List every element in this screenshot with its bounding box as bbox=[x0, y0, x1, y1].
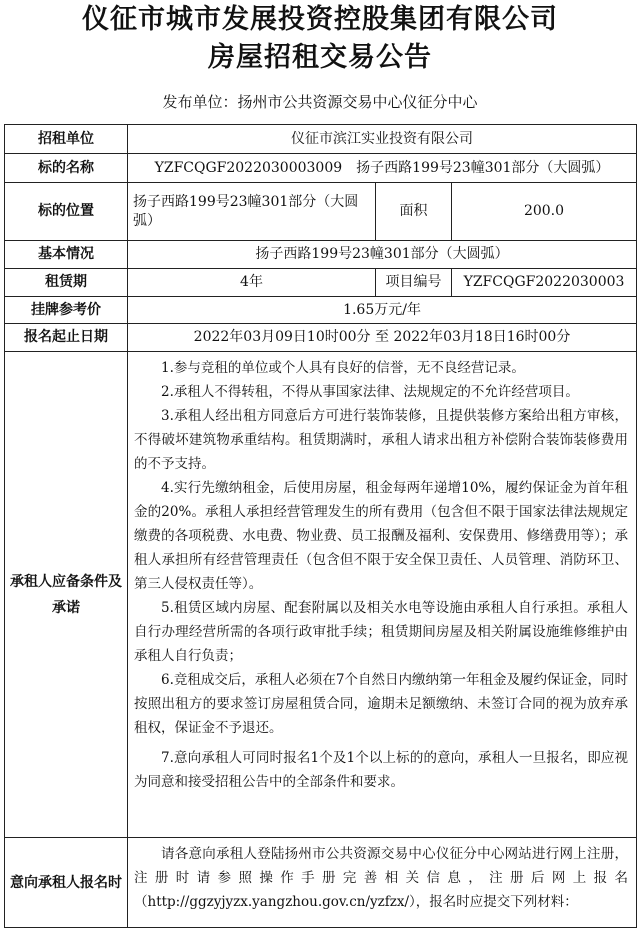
page-title-line1: 仪征市城市发展投资控股集团有限公司 bbox=[82, 4, 558, 35]
condition-item: 4.实行先缴纳租金，后使用房屋，租金每两年递增10%，履约保证金为首年租金的20%。承租人承担经营管理发生的所有费用（包含但不限于国家法律法规规定缴费的各项税费、水电费、物业费、员工报酬及福利、安保费用、修缮费用等）；承租人承担所有经营管理责任（包含但不限于安全保卫责任、人员管理、消防环卫、第三人侵权责任等）。 bbox=[134, 480, 629, 592]
signup-period-label: 报名起止日期 bbox=[5, 324, 128, 352]
lease-term-value: 4年 bbox=[128, 269, 376, 297]
condition-item: 5.租赁区域内房屋、配套附属以及相关水电等设施由承租人自行承担。承租人自行办理经营所需的各项行政审批手续；租赁期间房屋及相关附属设施维修维护由承租人自行负责； bbox=[134, 600, 629, 664]
row-lease-term bbox=[5, 269, 637, 297]
location-value: 扬子西路199号23幢301部分（大圆弧） bbox=[128, 183, 376, 241]
condition-item: 1.参与竞租的单位或个人具有良好的信誉，无不良经营记录。 bbox=[161, 360, 525, 376]
subject-name-value: YZFCQGF2022030003009 扬子西路199号23幢301部分（大圆弧） bbox=[128, 154, 637, 183]
conditions-list bbox=[128, 352, 637, 838]
tender-unit-label: 招租单位 bbox=[5, 125, 128, 154]
publisher-line: 发布单位：扬州市公共资源交易中心仪征分中心 bbox=[162, 93, 478, 111]
registration-text: 请各意向承租人登陆扬州市公共资源交易中心仪征分中心网站进行网上注册，注册时请参照操作手册完善相关信息，注册后网上报名（http://ggzyjyzx.yangzhou.gov.cn/yzfzx/），报名时应提交下列材料： bbox=[134, 846, 629, 910]
page-title-line2: 房屋招租交易公告 bbox=[208, 42, 432, 73]
signup-period-value: 2022年03月09日10时00分 至 2022年03月18日16时00分 bbox=[128, 324, 637, 352]
basic-info-value: 扬子西路199号23幢301部分（大圆弧） bbox=[128, 241, 637, 269]
project-no-value: YZFCQGF2022030003 bbox=[452, 269, 637, 297]
conditions-label: 承租人应备条件及承诺 bbox=[5, 352, 128, 838]
row-conditions bbox=[5, 352, 637, 838]
condition-item: 6.竞租成交后，承租人必须在7个自然日内缴纳第一年租金及履约保证金，同时按照出租方的要求签订房屋租赁合同，逾期未足额缴纳、未签订合同的视为放弃承租权，保证金不予退还。 bbox=[134, 672, 629, 736]
row-tender-unit bbox=[5, 125, 637, 154]
registration-text-cell bbox=[128, 838, 637, 928]
row-signup-period bbox=[5, 324, 637, 352]
area-label: 面积 bbox=[376, 183, 452, 241]
announcement-table bbox=[4, 124, 637, 928]
basic-info-label: 基本情况 bbox=[5, 241, 128, 269]
registration-label: 意向承租人报名时 bbox=[5, 838, 128, 928]
reference-price-value: 1.65万元/年 bbox=[128, 297, 637, 324]
row-basic-info bbox=[5, 241, 637, 269]
tender-unit-value: 仪征市滨江实业投资有限公司 bbox=[128, 125, 637, 154]
row-registration bbox=[5, 838, 637, 928]
row-subject-name bbox=[5, 154, 637, 183]
row-location bbox=[5, 183, 637, 241]
condition-item: 7.意向承租人可同时报名1个及1个以上标的的意向，承租人一旦报名，即应视为同意和接受招租公告中的全部条件和要求。 bbox=[134, 750, 629, 790]
reference-price-label: 挂牌参考价 bbox=[5, 297, 128, 324]
condition-item: 2.承租人不得转租，不得从事国家法律、法规规定的不允许经营项目。 bbox=[161, 384, 579, 400]
subject-name-label: 标的名称 bbox=[5, 154, 128, 183]
location-label: 标的位置 bbox=[5, 183, 128, 241]
row-reference-price bbox=[5, 297, 637, 324]
condition-item: 3.承租人经出租方同意后方可进行装饰装修，且提供装修方案给出租方审核，不得破坏建筑物承重结构。租赁期满时，承租人请求出租方补偿附合装饰装修费用的不予支持。 bbox=[134, 408, 629, 472]
area-value: 200.0 bbox=[452, 183, 637, 241]
lease-term-label: 租赁期 bbox=[5, 269, 128, 297]
project-no-label: 项目编号 bbox=[376, 269, 452, 297]
